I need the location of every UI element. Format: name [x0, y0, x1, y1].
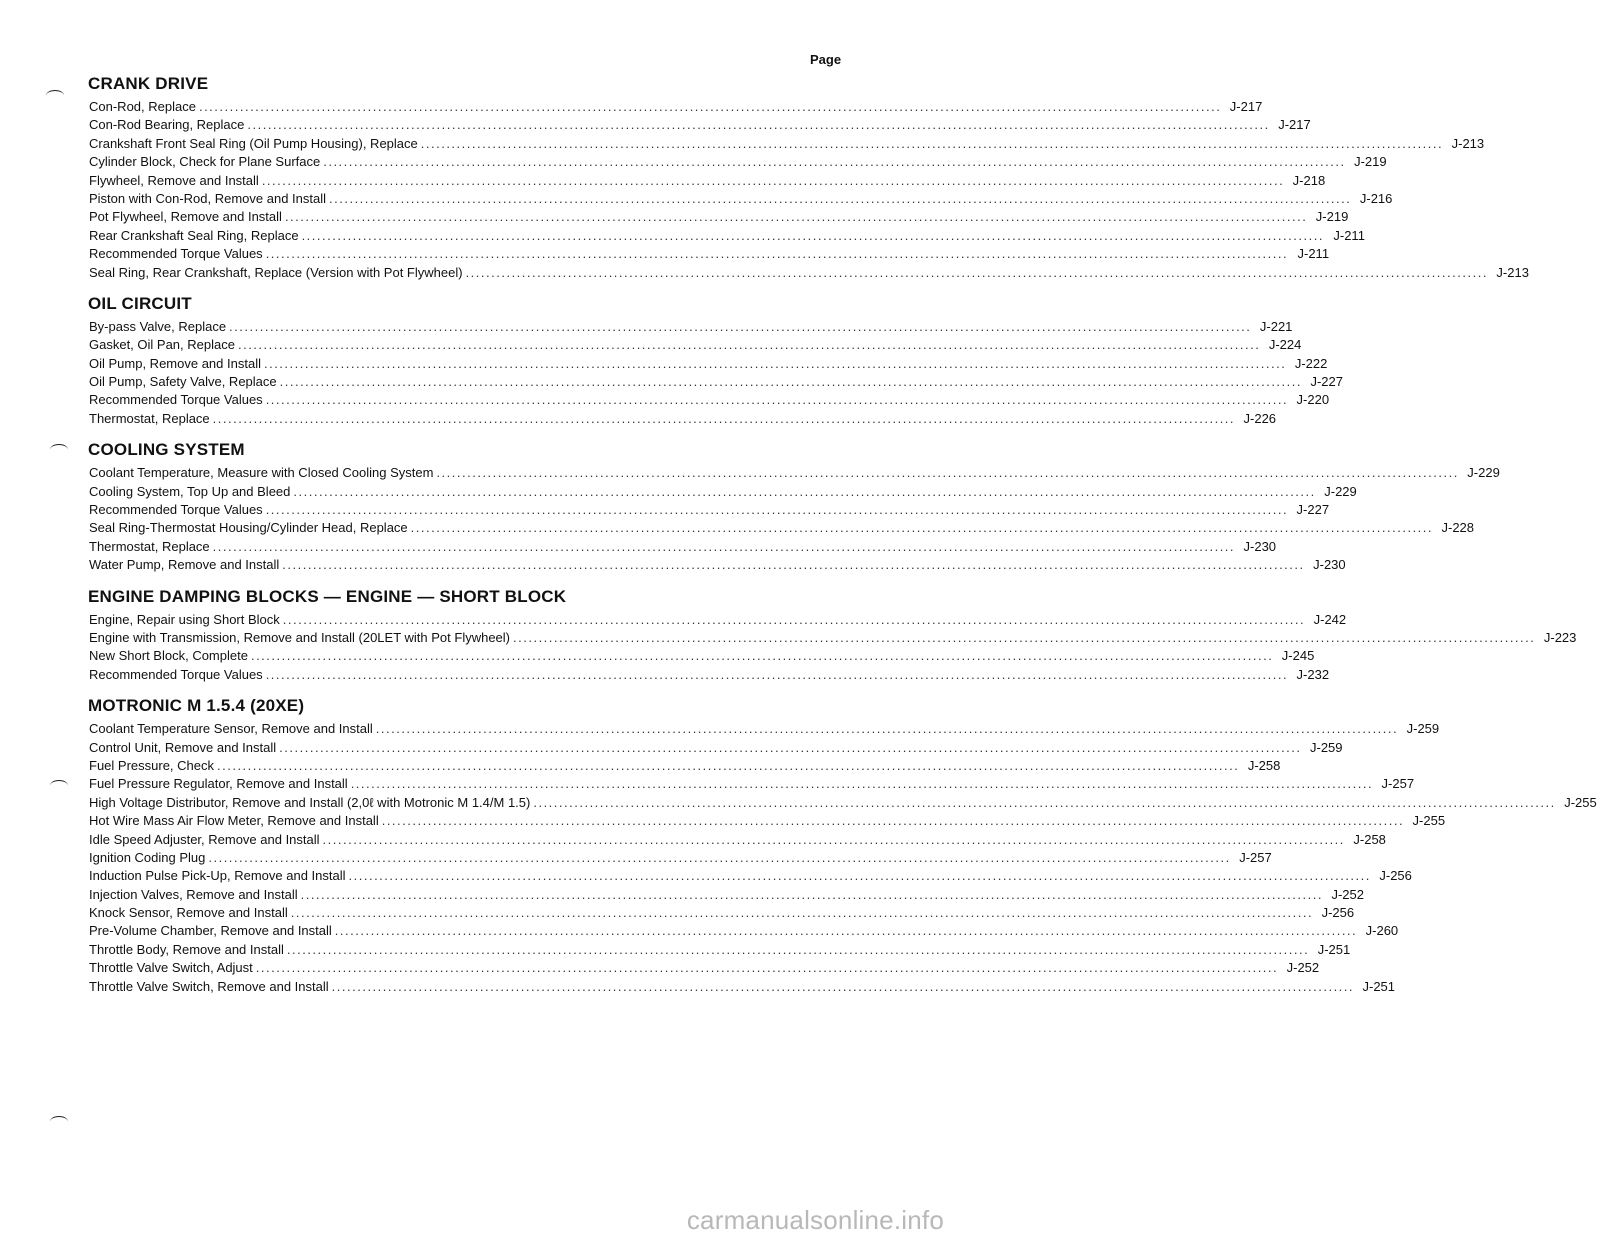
- toc-entry-title: Pre-Volume Chamber, Remove and Install: [89, 923, 332, 939]
- section-engine-damping-blocks-engine-short-block: [88, 585, 1577, 685]
- toc-entry-title: Knock Sensor, Remove and Install: [89, 905, 288, 921]
- toc-entry-title: Crankshaft Front Seal Ring (Oil Pump Housing), Replace: [89, 135, 418, 151]
- dot-leader: [217, 757, 1239, 775]
- toc-entry-title: Flywheel, Remove and Install: [89, 172, 259, 188]
- dot-leader: [349, 867, 1371, 885]
- toc-entry[interactable]: [89, 941, 1351, 959]
- toc-entry[interactable]: [89, 629, 1577, 647]
- toc-entry-page: J-258: [1247, 757, 1281, 773]
- dot-leader: [329, 190, 1351, 208]
- toc-entry-page: J-255: [1412, 813, 1446, 829]
- section-oil-circuit: [88, 292, 1343, 428]
- dot-leader: [279, 739, 1301, 757]
- toc-entry-title: Pot Flywheel, Remove and Install: [89, 209, 282, 225]
- toc-entry-page: J-251: [1362, 978, 1396, 994]
- toc-entry-title: Throttle Valve Switch, Adjust: [89, 960, 253, 976]
- margin-mark: [46, 90, 64, 101]
- section-cooling-system: [88, 438, 1500, 574]
- toc-entry-title: Hot Wire Mass Air Flow Meter, Remove and Install: [89, 813, 379, 829]
- toc-entry[interactable]: [89, 245, 1330, 263]
- toc-entry-title: Cylinder Block, Check for Plane Surface: [89, 154, 321, 170]
- toc-entry[interactable]: [89, 922, 1399, 940]
- toc-entry-title: Recommended Torque Values: [89, 666, 263, 682]
- toc-entry-page: J-230: [1243, 538, 1277, 554]
- margin-mark: [50, 780, 68, 791]
- dot-leader: [285, 208, 1307, 226]
- toc-entry-title: Engine with Transmission, Remove and Install (20LET with Pot Flywheel): [89, 629, 511, 645]
- toc-entry-page: J-222: [1294, 355, 1328, 371]
- toc-entry-title: Throttle Valve Switch, Remove and Install: [89, 978, 329, 994]
- toc-entry-page: J-258: [1353, 831, 1386, 847]
- toc-entry-title: Piston with Con-Rod, Remove and Install: [89, 190, 327, 206]
- toc-entry[interactable]: [89, 794, 1597, 812]
- toc-entry[interactable]: [89, 978, 1396, 996]
- toc-entry-title: High Voltage Distributor, Remove and Install (2,0ℓ with Motronic M 1.4/M 1.5): [89, 794, 531, 810]
- dot-leader: [264, 355, 1286, 373]
- toc-entry-title: Recommended Torque Values: [89, 246, 263, 262]
- toc-entry-title: Con-Rod, Replace: [89, 99, 196, 114]
- toc-entry[interactable]: [89, 959, 1320, 977]
- toc-entry-page: J-260: [1365, 923, 1399, 939]
- dot-leader: [266, 501, 1288, 519]
- toc-entry-page: J-229: [1324, 483, 1357, 499]
- toc-entry-page: J-256: [1321, 905, 1355, 921]
- toc-entry-title: Seal Ring-Thermostat Housing/Cylinder Head, Replace: [89, 520, 408, 536]
- toc-entry-page: J-242: [1313, 611, 1347, 627]
- dot-leader: [262, 172, 1284, 190]
- dot-leader: [208, 849, 1230, 867]
- toc-entry-title: Engine, Repair using Short Block: [89, 611, 280, 627]
- toc-entry-title: Recommended Torque Values: [89, 392, 263, 408]
- toc-entry[interactable]: [89, 373, 1343, 391]
- toc-entry-title: By-pass Valve, Replace: [89, 318, 227, 334]
- toc-entry-page: J-259: [1310, 739, 1343, 755]
- toc-entry[interactable]: [89, 849, 1272, 867]
- dot-leader: [351, 775, 1373, 793]
- toc-entry-page: J-255: [1564, 794, 1597, 810]
- table-of-contents: [88, 72, 1597, 1006]
- dot-leader: [533, 794, 1555, 812]
- toc-entry-title: Control Unit, Remove and Install: [89, 739, 277, 755]
- toc-entry-title: Rear Crankshaft Seal Ring, Replace: [89, 227, 299, 243]
- toc-entry-title: Coolant Temperature, Measure with Closed Cooling System: [89, 465, 434, 481]
- toc-entry[interactable]: [89, 666, 1330, 684]
- toc-entry[interactable]: [89, 739, 1343, 757]
- dot-leader: [238, 336, 1260, 354]
- toc-entry-page: J-252: [1286, 960, 1320, 976]
- dot-leader: [229, 318, 1251, 336]
- dot-leader: [280, 373, 1302, 391]
- toc-entry-page: J-218: [1292, 172, 1326, 188]
- dot-leader: [466, 264, 1488, 282]
- toc-entry[interactable]: [89, 647, 1315, 665]
- dot-leader: [266, 666, 1288, 684]
- section-title: CRANK DRIVE: [88, 74, 209, 93]
- toc-entry-page: J-257: [1381, 776, 1415, 792]
- toc-entry-page: J-217: [1278, 117, 1311, 133]
- toc-entry-title: Seal Ring, Rear Crankshaft, Replace (Version with Pot Flywheel): [89, 264, 463, 280]
- toc-entry-title: Recommended Torque Values: [89, 502, 263, 518]
- dot-leader: [332, 978, 1354, 996]
- toc-entry-page: J-211: [1333, 227, 1365, 243]
- dot-leader: [283, 611, 1305, 629]
- toc-entry[interactable]: [89, 227, 1365, 245]
- toc-entry[interactable]: [89, 410, 1277, 428]
- dot-leader: [213, 410, 1235, 428]
- dot-leader: [287, 941, 1309, 959]
- dot-leader: [266, 245, 1288, 263]
- toc-entry-title: Con-Rod Bearing, Replace: [89, 117, 245, 133]
- section-title: ENGINE DAMPING BLOCKS — ENGINE — SHORT BLOCK: [88, 586, 567, 606]
- dot-leader: [302, 227, 1324, 245]
- dot-leader: [282, 556, 1304, 574]
- toc-entry-page: J-230: [1313, 557, 1346, 573]
- dot-leader: [436, 464, 1458, 482]
- toc-entry[interactable]: [89, 391, 1330, 409]
- toc-entry[interactable]: [89, 757, 1281, 775]
- toc-entry-title: Idle Speed Adjuster, Remove and Install: [89, 831, 320, 847]
- toc-entry[interactable]: [89, 886, 1364, 904]
- dot-leader: [213, 538, 1235, 556]
- toc-entry-page: J-213: [1451, 135, 1485, 151]
- toc-entry[interactable]: [89, 318, 1293, 336]
- toc-entry[interactable]: [89, 867, 1412, 885]
- toc-entry[interactable]: [89, 538, 1277, 556]
- page-column-header: Page: [810, 52, 842, 67]
- toc-entry-title: Coolant Temperature Sensor, Remove and Install: [89, 721, 373, 737]
- toc-entry[interactable]: [89, 355, 1328, 373]
- toc-entry-page: J-245: [1281, 648, 1315, 664]
- dot-leader: [301, 886, 1323, 904]
- toc-entry-title: New Short Block, Complete: [89, 648, 248, 664]
- section-title: MOTRONIC M 1.5.4 (20XE): [88, 696, 305, 716]
- toc-entry-title: Injection Valves, Remove and Install: [89, 886, 298, 902]
- dot-leader: [291, 904, 1313, 922]
- toc-entry-title: Gasket, Oil Pan, Replace: [89, 337, 235, 353]
- dot-leader: [266, 391, 1288, 409]
- toc-entry[interactable]: [89, 135, 1485, 153]
- toc-entry-page: J-213: [1496, 264, 1529, 280]
- toc-entry[interactable]: [89, 264, 1529, 282]
- toc-entry-page: J-252: [1331, 886, 1364, 902]
- toc-entry-title: Water Pump, Remove and Install: [89, 557, 280, 573]
- dot-leader: [513, 629, 1535, 647]
- toc-entry-title: Throttle Body, Remove and Install: [89, 941, 284, 957]
- toc-entry-page: J-223: [1543, 629, 1577, 645]
- toc-entry-title: Oil Pump, Remove and Install: [89, 355, 261, 371]
- toc-entry[interactable]: [89, 153, 1387, 171]
- dot-leader: [376, 720, 1398, 738]
- dot-leader: [251, 647, 1273, 665]
- toc-entry-page: J-226: [1243, 410, 1277, 426]
- dot-leader: [293, 483, 1315, 501]
- toc-entry-page: J-224: [1268, 337, 1302, 353]
- toc-entry-page: J-251: [1317, 941, 1351, 957]
- toc-entry-page: J-232: [1296, 666, 1330, 682]
- toc-entry-page: J-227: [1296, 502, 1330, 518]
- section-title: COOLING SYSTEM: [88, 440, 245, 460]
- dot-leader: [335, 922, 1357, 940]
- toc-entry-page: J-256: [1379, 868, 1412, 884]
- toc-entry-title: Cooling System, Top Up and Bleed: [89, 483, 291, 499]
- toc-entry-page: J-219: [1315, 209, 1349, 225]
- toc-entry-title: Thermostat, Replace: [89, 538, 210, 554]
- toc-entry[interactable]: [89, 116, 1311, 134]
- toc-entry[interactable]: [89, 519, 1475, 537]
- toc-entry-title: Fuel Pressure, Check: [89, 757, 214, 773]
- section-crank-drive: [88, 72, 1529, 282]
- toc-entry-title: Induction Pulse Pick-Up, Remove and Install: [89, 868, 346, 884]
- dot-leader: [323, 153, 1345, 171]
- dot-leader: [256, 959, 1278, 977]
- dot-leader: [247, 116, 1269, 134]
- toc-entry[interactable]: [89, 831, 1386, 849]
- toc-entry[interactable]: [89, 501, 1330, 519]
- dot-leader: [199, 98, 1221, 116]
- margin-mark: [50, 1116, 68, 1127]
- section-motronic-m-1-5-4-20xe: [88, 694, 1597, 996]
- section-title: OIL CIRCUIT: [88, 293, 192, 313]
- toc-entry-page: J-257: [1239, 849, 1272, 865]
- watermark: carmanualsonline.info: [686, 1205, 944, 1235]
- toc-entry[interactable]: [89, 190, 1393, 208]
- dot-leader: [421, 135, 1443, 153]
- toc-entry[interactable]: [89, 775, 1415, 793]
- toc-entry-page: J-227: [1310, 374, 1343, 390]
- toc-entry[interactable]: [89, 172, 1326, 190]
- toc-entry[interactable]: [89, 483, 1357, 501]
- toc-entry-title: Fuel Pressure Regulator, Remove and Install: [89, 776, 348, 792]
- toc-entry-page: J-219: [1354, 154, 1387, 170]
- toc-entry-page: J-259: [1406, 721, 1440, 737]
- margin-mark: [50, 444, 68, 455]
- dot-leader: [323, 831, 1345, 849]
- toc-entry-title: Oil Pump, Safety Valve, Replace: [89, 374, 277, 390]
- toc-entry-page: J-211: [1297, 246, 1330, 262]
- toc-entry[interactable]: [89, 464, 1500, 482]
- dot-leader: [411, 519, 1433, 537]
- toc-entry-page: J-216: [1359, 190, 1393, 206]
- toc-entry-page: J-229: [1467, 465, 1500, 481]
- toc-entry-page: J-220: [1296, 392, 1330, 408]
- toc-entry[interactable]: [89, 556, 1346, 574]
- toc-entry-title: Ignition Coding Plug: [89, 849, 206, 865]
- toc-entry[interactable]: [89, 336, 1302, 354]
- toc-entry[interactable]: [89, 812, 1446, 830]
- dot-leader: [382, 812, 1404, 830]
- toc-entry-title: Thermostat, Replace: [89, 410, 210, 426]
- toc-entry-page: J-221: [1259, 318, 1293, 334]
- toc-entry[interactable]: [89, 208, 1349, 226]
- toc-entry[interactable]: [89, 904, 1355, 922]
- toc-entry-page: J-228: [1441, 520, 1475, 536]
- toc-entry[interactable]: [89, 98, 1263, 116]
- toc-entry-page: J-217: [1229, 99, 1263, 114]
- toc-entry[interactable]: [89, 611, 1347, 629]
- toc-entry[interactable]: [89, 720, 1440, 738]
